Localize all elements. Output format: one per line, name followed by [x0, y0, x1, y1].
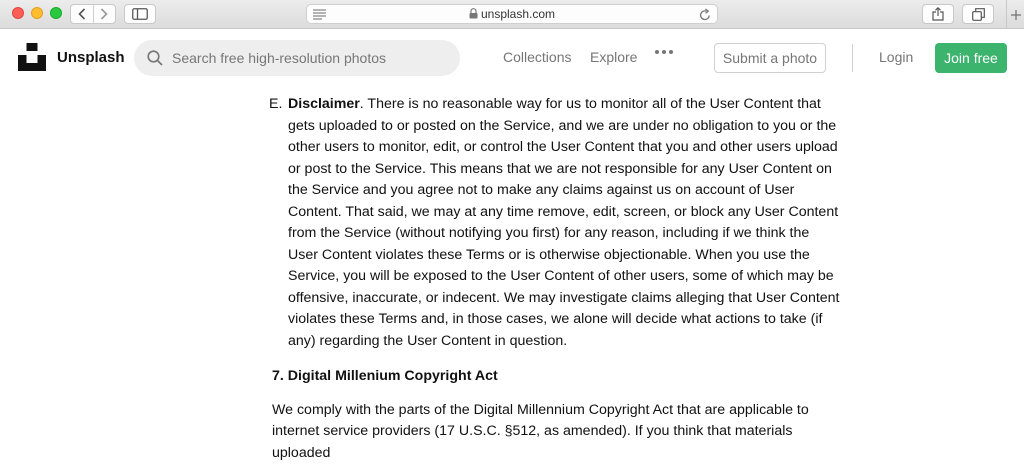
- new-tab-button[interactable]: [1006, 0, 1024, 29]
- nav-collections-link[interactable]: Collections: [503, 49, 571, 65]
- search-bar: [134, 40, 460, 76]
- unsplash-logo-icon[interactable]: [18, 43, 46, 71]
- back-button[interactable]: [71, 5, 93, 23]
- chevron-right-icon: [100, 8, 108, 20]
- login-link[interactable]: Login: [879, 49, 913, 65]
- submit-photo-button[interactable]: Submit a photo: [714, 43, 826, 73]
- browser-toolbar: [0, 0, 1024, 29]
- minimize-window-button[interactable]: [31, 7, 43, 19]
- search-icon[interactable]: [147, 50, 163, 66]
- site-header: [0, 30, 1024, 86]
- list-item-disclaimer: [272, 94, 842, 352]
- chevron-left-icon: [78, 8, 86, 20]
- lock-icon: [469, 8, 478, 19]
- join-free-button[interactable]: Join free: [935, 43, 1007, 73]
- list-marker: E.: [269, 94, 282, 116]
- search-input[interactable]: [172, 40, 452, 76]
- url-display: [307, 7, 717, 21]
- plus-icon: [1011, 10, 1021, 20]
- section-heading: 7. Digital Millenium Copyright Act: [272, 366, 842, 388]
- address-bar[interactable]: [306, 4, 718, 24]
- terms-content: [272, 94, 842, 464]
- history-nav: [70, 4, 116, 24]
- more-options-icon[interactable]: [655, 50, 673, 54]
- reload-icon[interactable]: [699, 8, 711, 21]
- share-button[interactable]: [922, 4, 954, 24]
- section-paragraph: We comply with the parts of the Digital Millennium Copyright Act that are applicable to internet service providers (17 U.S.C. §512, as amended). If you think that materials uploaded: [272, 400, 842, 464]
- tabs-icon: [972, 8, 985, 21]
- sidebar-toggle-button[interactable]: [124, 4, 156, 24]
- disclaimer-text: . There is no reasonable way for us to monitor all of the User Content that gets uploaded to or posted on the Service, and we are under no obligation to you or the other users to monitor, edit, or control the User Content that you and other users upload or post to the Service. This means that we are not responsible for any User Content on the Service and you agree not to make any claims against us on account of User Content. That said, we may at any time remove, edit, screen, or block any User Content from the Service (without notifying you first) for any reason, including if we think the User Content violates these Terms or is otherwise objectionable. When you use the Service, you will be exposed to the User Content of other users, some of which may be offensive, inaccurate, or indecent. We may investigate claims alleging that User Content violates these Terms and, in those cases, we alone will decide what actions to take (if any) regarding the User Content in question.: [288, 96, 840, 349]
- forward-button[interactable]: [93, 5, 115, 23]
- close-window-button[interactable]: [12, 7, 24, 19]
- nav-explore-link[interactable]: Explore: [590, 49, 637, 65]
- url-text: unsplash.com: [481, 7, 555, 21]
- zoom-window-button[interactable]: [50, 7, 62, 19]
- disclaimer-label: Disclaimer: [288, 96, 360, 112]
- brand-name[interactable]: Unsplash: [57, 49, 125, 66]
- tab-overview-button[interactable]: [962, 4, 994, 24]
- share-icon: [932, 7, 944, 21]
- sidebar-icon: [132, 8, 148, 20]
- header-divider: [852, 44, 853, 72]
